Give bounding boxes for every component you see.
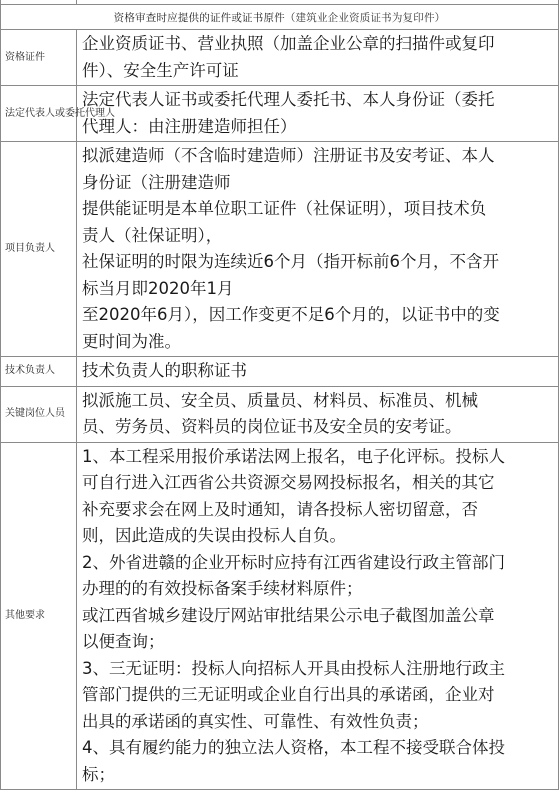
row-content (77, 386, 559, 442)
row-content-line: 则，因此造成的失误由投标人自负。 (82, 526, 346, 545)
header-note: （建筑业企业资质证书为复印件） (284, 11, 446, 24)
row-content (77, 142, 559, 357)
row-label-line: 委托代理人 (65, 107, 115, 119)
row-content-line: 3、三无证明：投标人向招标人开具由投标人注册地行政主 (82, 658, 505, 678)
row-label (1, 442, 77, 790)
row-content-line: 2、外省进赣的企业开标时应持有江西省建设行政主管部门 (82, 552, 505, 572)
row-content-line: 责人（社保证明）， (82, 225, 223, 245)
row-content-line: 补充要求会在网上及时通知，请各投标人密切留意，否 (82, 499, 478, 519)
table-row (1, 442, 559, 790)
row-content-line: 法定代表人证书或委托代理人委托书、本人身份证（委托 (82, 90, 495, 109)
row-label-line: 关键岗位人员 (5, 408, 65, 419)
table-row (1, 30, 559, 86)
row-content-line: 更时间为准。 (82, 331, 181, 351)
row-content-line: 标当月即2020年1月 (82, 278, 234, 298)
row-label-line: 资格证件 (5, 51, 45, 63)
table-row (1, 86, 559, 142)
row-content-line: 出具的承诺函的真实性、可靠性、有效性负责； (82, 711, 429, 731)
row-content-line: 可自行进入江西省公共资源交易网投标报名，相关的其它 (82, 473, 495, 492)
row-content-line: 办理的的有效投标备案手续材料原件； (82, 579, 363, 598)
row-label-line: 技术负责人 (5, 365, 55, 377)
table-header-row (1, 5, 559, 30)
row-label (1, 142, 77, 357)
row-content-line: 至2020年6月），因工作变更不足6个月的，以证书中的变 (82, 305, 500, 324)
table-header (1, 5, 559, 30)
row-content-line: 拟派施工员、安全员、质量员、材料员、标准员、机械 (82, 390, 478, 410)
row-content-line: 员、劳务员、资料员的岗位证书及安全员的安考证。 (82, 417, 462, 436)
row-label-line: 项目负责人 (5, 243, 55, 254)
row-label (1, 86, 115, 142)
row-content-line: 代理人：由注册建造师担任） (82, 116, 297, 136)
table-row (1, 386, 559, 442)
row-content-line: 社保证明的时限为连续近6个月（指开标前6个月，不含开 (82, 252, 499, 271)
row-label (1, 357, 77, 387)
row-content-line: 管部门提供的三无证明或企业自行出具的承诺函，企业对 (82, 685, 495, 704)
row-content-line: 件）、安全生产许可证 (82, 60, 239, 80)
row-content (77, 442, 559, 790)
row-content (77, 86, 559, 142)
row-content-line: 技术负责人的职称证书 (82, 361, 247, 380)
table-row (1, 357, 559, 387)
row-content-line: 提供能证明是本单位职工证件（社保证明），项目技术负 (82, 199, 487, 218)
row-label-line: 法定代表人或 (5, 107, 65, 119)
row-label-line: 其他要求 (5, 609, 45, 621)
header-title: 资格审查时应提供的证件或证书原件 (113, 11, 285, 24)
table-row (1, 142, 559, 357)
row-content-line: 拟派建造师（不含临时建造师）注册证书及安考证、本人 (82, 146, 495, 165)
row-label (1, 386, 77, 442)
row-content-line: 企业资质证书、营业执照（加盖企业公章的扫描件或复印 (82, 34, 495, 53)
row-content-line: 1、本工程采用报价承诺法网上报名，电子化评标。投标人 (82, 446, 505, 466)
row-content (77, 30, 559, 86)
row-content-line: 以便查询； (82, 632, 165, 651)
row-content-line: 或江西省城乡建设厅网站审批结果公示电子截图加盖公章 (82, 605, 495, 625)
row-label (1, 30, 77, 86)
row-content-line: 4、具有履约能力的独立法人资格，本工程不接受联合体投 (82, 738, 505, 757)
row-content-line: 身份证（注册建造师 (82, 172, 231, 192)
row-content-line: 标； (82, 764, 115, 784)
row-content (77, 357, 559, 387)
